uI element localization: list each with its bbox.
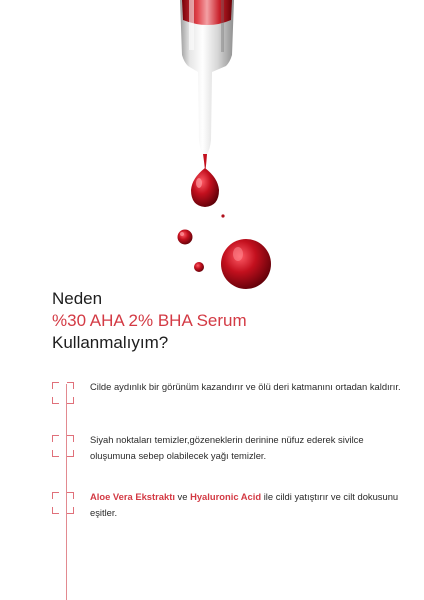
benefit-text-1: Cilde aydınlık bir görünüm kazandırır ve ölü deri katmanını ortadan kaldırır. xyxy=(90,381,401,392)
bracket-frame-icon xyxy=(52,435,74,457)
heading-line-1: Neden xyxy=(52,289,103,308)
heading-line-3: Kullanmalıyım? xyxy=(52,333,169,352)
bracket-frame-icon xyxy=(52,492,74,514)
dropper-pipette xyxy=(180,0,234,172)
section-heading xyxy=(52,288,247,354)
ingredient-aloe-vera: Aloe Vera Ekstraktı xyxy=(90,491,175,502)
serum-droplets xyxy=(178,168,272,289)
heading-product-name: %30 AHA 2% BHA Serum xyxy=(52,311,247,330)
benefit-text-3-rest: ile cildi yatıştırır ve cilt dokusunu eşitler. xyxy=(90,491,399,518)
benefit-connector: ve xyxy=(174,491,191,502)
benefit-text-2: Siyah noktaları temizler,gözeneklerin derinine nüfuz ederek sivilce oluşumuna sebep olabilecek yağı temizler. xyxy=(90,434,364,461)
bracket-frame-icon xyxy=(52,382,74,404)
ingredient-hyaluronic-acid: Hyaluronic Acid xyxy=(190,491,262,502)
benefit-text-3 xyxy=(90,489,410,521)
serum-dropper-illustration xyxy=(0,0,424,290)
